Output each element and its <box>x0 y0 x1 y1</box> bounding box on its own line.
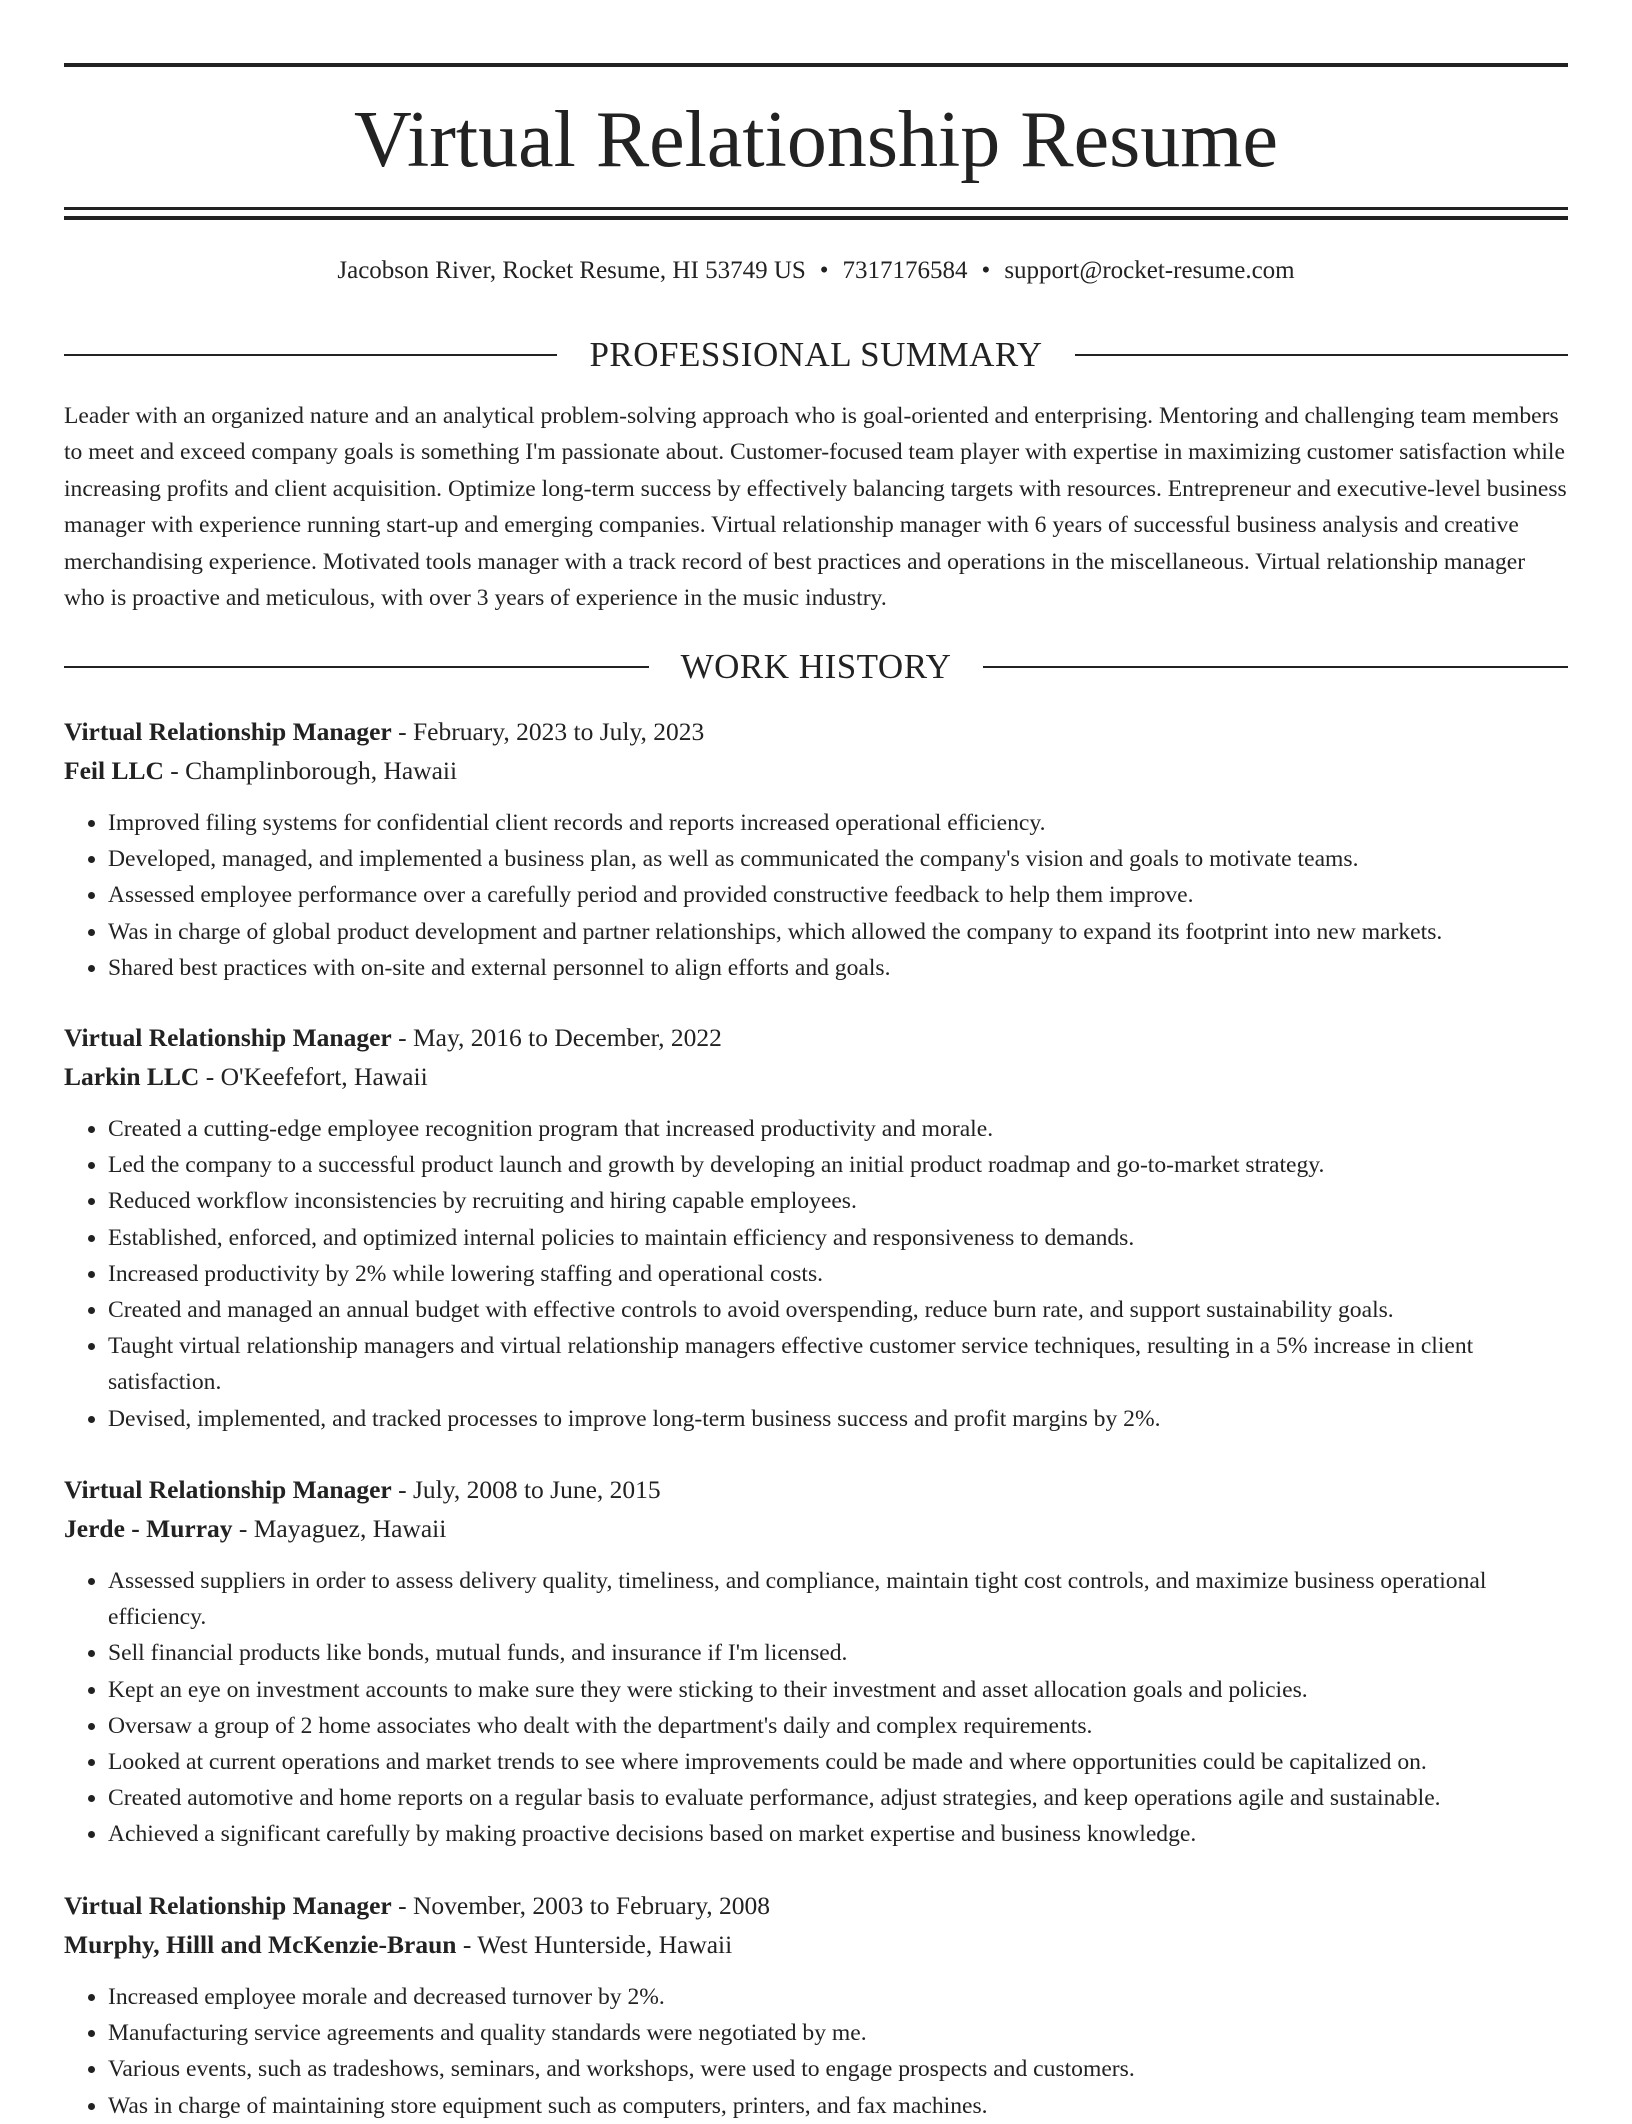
job-bullet: • Led the company to a successful product launch and growth by developing an initial product roadmap and go-to-market strategy. <box>108 1147 1568 1183</box>
job-entry <box>64 712 1568 986</box>
job-company-line <box>64 1057 1568 1096</box>
summary-heading <box>64 331 1568 379</box>
job-bullet: • Kept an eye on investment accounts to make sure they were sticking to their investment and asset allocation goals and policies. <box>108 1672 1568 1708</box>
heading-rule-right <box>983 666 1568 668</box>
job-bullet: • Established, enforced, and optimized internal policies to maintain efficiency and responsiveness to demands. <box>108 1220 1568 1256</box>
job-location: - West Hunterside, Hawaii <box>456 1930 733 1959</box>
job-bullet: • Devised, implemented, and tracked processes to improve long-term business success and profit margins by 2%. <box>108 1401 1568 1437</box>
job-bullet: • Shared best practices with on-site and external personnel to align efforts and goals. <box>108 950 1568 986</box>
contact-email: support@rocket-resume.com <box>1004 257 1295 284</box>
contact-line <box>64 254 1568 288</box>
job-bullets <box>64 1979 1568 2124</box>
header-rule-upper <box>64 207 1568 210</box>
work-history-heading-title: WORK HISTORY <box>680 647 952 686</box>
job-company: Murphy, Hilll and McKenzie-Braun <box>64 1930 457 1959</box>
job-company-line <box>64 1509 1568 1548</box>
job-entry <box>64 1886 1568 2124</box>
top-rule <box>64 63 1568 67</box>
contact-separator: • <box>819 257 829 284</box>
job-bullet: • Increased employee morale and decreased turnover by 2%. <box>108 1979 1568 2015</box>
job-dates: - February, 2023 to July, 2023 <box>391 717 705 746</box>
job-title: Virtual Relationship Manager <box>64 717 392 746</box>
job-bullet: • Created automotive and home reports on a regular basis to evaluate performance, adjust strategies, and keep operations agile and sustainable. <box>108 1780 1568 1816</box>
job-bullets <box>64 1111 1568 1437</box>
job-bullet: • Created and managed an annual budget with effective controls to avoid overspending, reduce burn rate, and support sustainability goals. <box>108 1292 1568 1328</box>
job-bullet: • Taught virtual relationship managers and virtual relationship managers effective customer service techniques, resulting in a 5% increase in client satisfaction. <box>108 1328 1568 1400</box>
job-company: Feil LLC <box>64 756 164 785</box>
job-dates: - July, 2008 to June, 2015 <box>391 1475 661 1504</box>
summary-heading-title: PROFESSIONAL SUMMARY <box>589 335 1043 374</box>
job-bullet: • Assessed suppliers in order to assess delivery quality, timeliness, and compliance, maintain tight cost controls, and maximize business operational efficiency. <box>108 1563 1568 1635</box>
job-title-line <box>64 712 1568 751</box>
job-title: Virtual Relationship Manager <box>64 1891 392 1920</box>
job-title-line <box>64 1018 1568 1057</box>
job-entry <box>64 1470 1568 1853</box>
job-bullets <box>64 805 1568 986</box>
job-bullet: • Achieved a significant carefully by making proactive decisions based on market expertise and business knowledge. <box>108 1816 1568 1852</box>
contact-address: Jacobson River, Rocket Resume, HI 53749 US <box>337 257 806 284</box>
job-location: - Champlinborough, Hawaii <box>163 756 458 785</box>
job-dates: - November, 2003 to February, 2008 <box>391 1891 771 1920</box>
job-bullet: • Increased productivity by 2% while lowering staffing and operational costs. <box>108 1256 1568 1292</box>
job-bullet: • Various events, such as tradeshows, seminars, and workshops, were used to engage prospects and customers. <box>108 2051 1568 2087</box>
job-bullets <box>64 1563 1568 1853</box>
job-location: - O'Keefefort, Hawaii <box>199 1062 428 1091</box>
job-bullet: • Assessed employee performance over a carefully period and provided constructive feedback to help them improve. <box>108 877 1568 913</box>
job-bullet: • Developed, managed, and implemented a business plan, as well as communicated the company's vision and goals to motivate teams. <box>108 841 1568 877</box>
job-bullet: • Oversaw a group of 2 home associates who dealt with the department's daily and complex requirements. <box>108 1708 1568 1744</box>
job-bullet: • Reduced workflow inconsistencies by recruiting and hiring capable employees. <box>108 1183 1568 1219</box>
job-bullet: • Sell financial products like bonds, mutual funds, and insurance if I'm licensed. <box>108 1635 1568 1671</box>
job-bullet: • Was in charge of global product development and partner relationships, which allowed the company to expand its footprint into new markets. <box>108 914 1568 950</box>
header-rule-lower <box>64 216 1568 220</box>
job-location: - Mayaguez, Hawaii <box>232 1514 447 1543</box>
job-title-line <box>64 1886 1568 1925</box>
job-bullet: • Manufacturing service agreements and quality standards were negotiated by me. <box>108 2015 1568 2051</box>
work-history-heading <box>64 643 1568 691</box>
heading-rule-left <box>64 666 649 668</box>
job-company: Larkin LLC <box>64 1062 200 1091</box>
resume-name: Virtual Relationship Resume <box>354 96 1278 184</box>
job-title-line <box>64 1470 1568 1509</box>
contact-phone: 7317176584 <box>842 257 968 284</box>
summary-text: Leader with an organized nature and an analytical problem-solving approach who is goal-oriented and enterprising. Mentoring and challenging team members to meet and exceed company goals is something I'm passionate about. Customer-focused team player with expertise in maximizing customer satisfaction while increasing profits and client acquisition. Optimize long-term success by effectively balancing targets with resources. Entrepreneur and executive-level business manager with experience running start-up and emerging companies. Virtual relationship manager with 6 years of successful business analysis and creative merchandising experience. Motivated tools manager with a track record of best practices and operations in the miscellaneous. Virtual relationship manager who is proactive and meticulous, with over 3 years of experience in the music industry. <box>64 403 1567 612</box>
job-company-line <box>64 751 1568 790</box>
job-bullet: • Looked at current operations and market trends to see where improvements could be made and where opportunities could be capitalized on. <box>108 1744 1568 1780</box>
contact-separator: • <box>981 257 991 284</box>
job-title: Virtual Relationship Manager <box>64 1023 392 1052</box>
job-bullet: • Was in charge of maintaining store equipment such as computers, printers, and fax machines. <box>108 2088 1568 2124</box>
job-company: Jerde - Murray <box>64 1514 233 1543</box>
job-company-line <box>64 1925 1568 1964</box>
job-entry <box>64 1018 1568 1437</box>
job-title: Virtual Relationship Manager <box>64 1475 392 1504</box>
heading-rule-left <box>64 354 557 356</box>
heading-rule-right <box>1075 354 1568 356</box>
job-bullet: • Improved filing systems for confidential client records and reports increased operational efficiency. <box>108 805 1568 841</box>
job-dates: - May, 2016 to December, 2022 <box>391 1023 722 1052</box>
job-bullet: • Created a cutting-edge employee recognition program that increased productivity and morale. <box>108 1111 1568 1147</box>
